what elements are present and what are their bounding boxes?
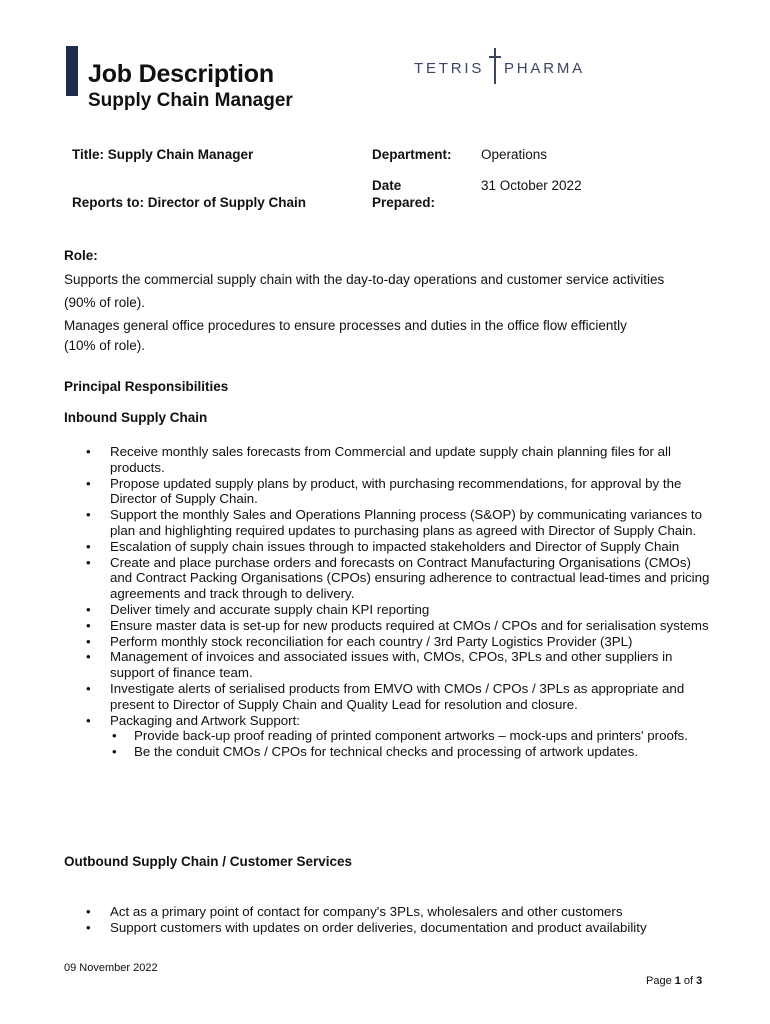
list-item: • Perform monthly stock reconciliation for each country / 3rd Party Logistics Provider (3PL) <box>64 634 714 650</box>
department-value: Operations <box>481 147 548 162</box>
artwork-sublist <box>110 728 714 760</box>
list-item <box>64 713 714 760</box>
outbound-list <box>64 904 714 936</box>
outbound-heading: Outbound Supply Chain / Customer Services <box>64 854 353 869</box>
title-accent-bar <box>66 46 78 96</box>
logo-text-right: PHARMA <box>504 60 585 77</box>
footer-date: 09 November 2022 <box>64 962 158 974</box>
page-number: Page 1 of 3 <box>646 975 703 987</box>
role-line-2: (90% of role). <box>64 295 146 310</box>
list-item: • Propose updated supply plans by product, with purchasing recommendations, for approval by the Director of Supply Chain. <box>64 476 714 508</box>
document-subtitle: Supply Chain Manager <box>88 90 293 111</box>
packaging-artwork-label: Packaging and Artwork Support: <box>110 712 300 728</box>
role-line-1: Supports the commercial supply chain with the day-to-day operations and customer service activities <box>64 272 665 287</box>
list-item: • Deliver timely and accurate supply chain KPI reporting <box>64 602 714 618</box>
list-item: • Escalation of supply chain issues through to impacted stakeholders and Director of Supply Chain <box>64 539 714 555</box>
company-logo <box>414 48 594 88</box>
job-title-line: Title: Supply Chain Manager <box>72 147 254 162</box>
list-item: • Support the monthly Sales and Operations Planning process (S&OP) by communicating variances to plan and highlighting required updates to purchasing plans as agreed with Director of Supply Chain. <box>64 507 714 539</box>
list-item: • Support customers with updates on order deliveries, documentation and product availability <box>64 920 714 936</box>
date-label-line2: Prepared: <box>372 195 436 210</box>
list-item: • Ensure master data is set-up for new products required at CMOs / CPOs and for serialisation systems <box>64 618 714 634</box>
role-line-3: Manages general office procedures to ensure processes and duties in the office flow efficiently <box>64 318 627 333</box>
logo-cross-icon <box>494 48 496 84</box>
sub-list-item: • Provide back-up proof reading of printed component artworks – mock-ups and printers' proofs. <box>110 728 714 744</box>
reports-to-line: Reports to: Director of Supply Chain <box>72 195 307 210</box>
logo-text-left: TETRIS <box>414 60 485 77</box>
role-line-4: (10% of role). <box>64 338 146 353</box>
sub-list-item: • Be the conduit CMOs / CPOs for technical checks and processing of artwork updates. <box>110 744 714 760</box>
principal-responsibilities-heading: Principal Responsibilities <box>64 379 229 394</box>
date-label-line1: Date <box>372 178 402 193</box>
inbound-list <box>64 444 714 760</box>
list-item: • Receive monthly sales forecasts from Commercial and update supply chain planning files for all products. <box>64 444 714 476</box>
list-item: • Investigate alerts of serialised products from EMVO with CMOs / CPOs / 3PLs as appropriate and present to Director of Supply Chain and Quality Lead for resolution and closure. <box>64 681 714 713</box>
date-value: 31 October 2022 <box>481 178 582 193</box>
list-item: • Create and place purchase orders and forecasts on Contract Manufacturing Organisations (CMOs) and Contract Packing Organisations (CPOs) ensuring adherence to contractual lead-times and pricing agreements and track through to delivery. <box>64 555 714 602</box>
document-title: Job Description <box>88 60 274 88</box>
list-item: • Act as a primary point of contact for company's 3PLs, wholesalers and other customers <box>64 904 714 920</box>
inbound-heading: Inbound Supply Chain <box>64 410 208 425</box>
role-heading: Role: <box>64 248 98 263</box>
department-label: Department: <box>372 147 452 162</box>
list-item: • Management of invoices and associated issues with, CMOs, CPOs, 3PLs and other suppliers in support of finance team. <box>64 649 714 681</box>
